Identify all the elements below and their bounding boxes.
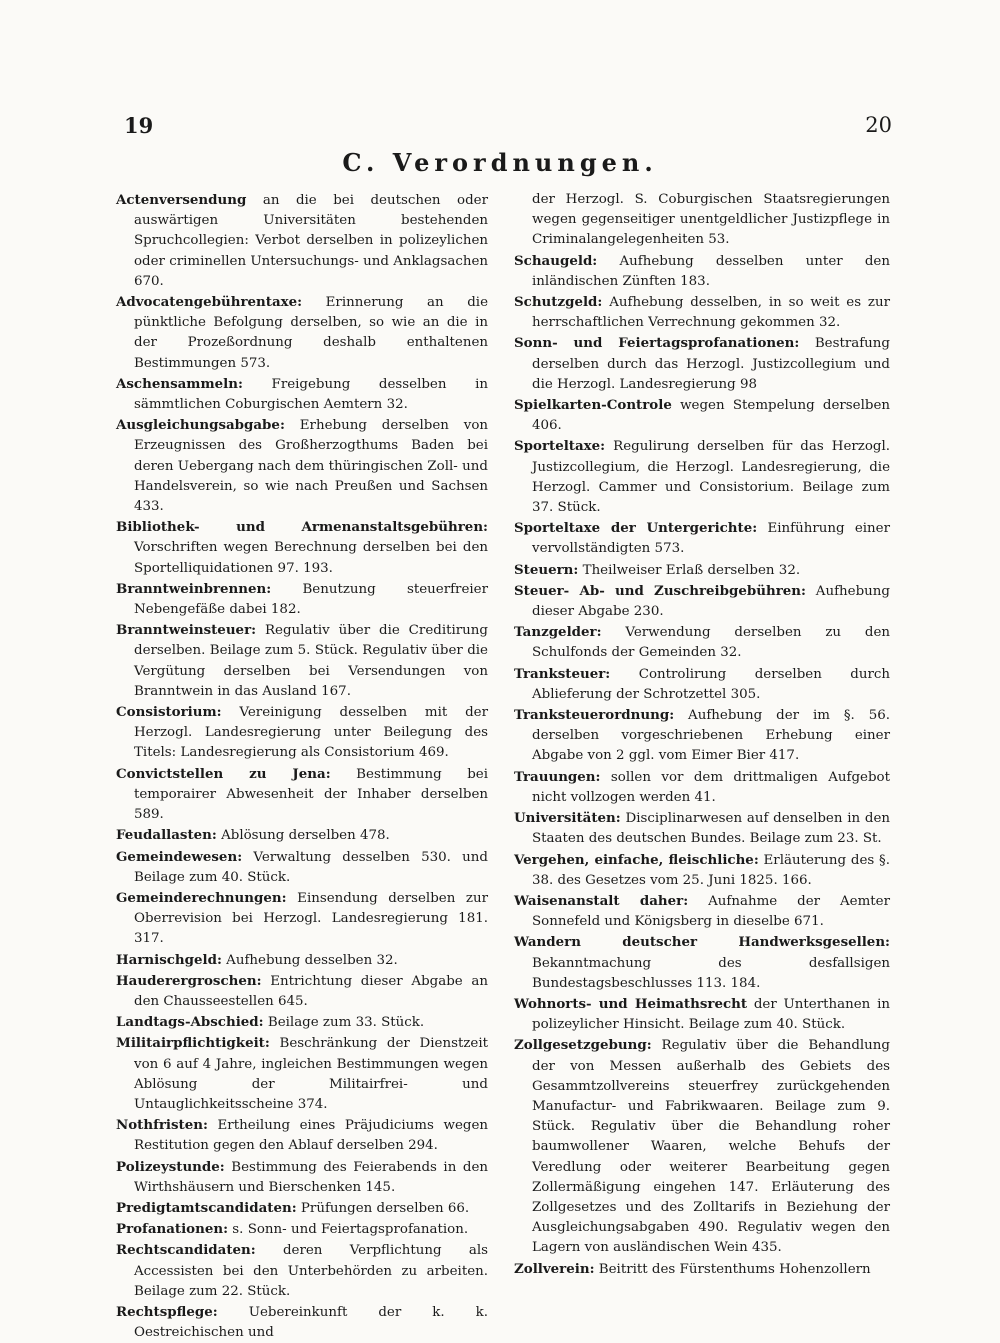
- index-description: Uebereinkunft der k. k. Oestreichischen und: [134, 1304, 488, 1341]
- index-description: der Herzogl. S. Coburgischen Staatsregierungen wegen gegenseitiger unentgeldlicher Justizpflege in Criminalangelegenheiten 53.: [532, 192, 890, 248]
- index-entry: [514, 436, 890, 518]
- index-entry: [116, 1157, 488, 1198]
- section-title: C. Verordnungen.: [342, 148, 658, 177]
- index-entry: [514, 292, 890, 333]
- index-entry: [116, 190, 488, 292]
- index-description: Bestrafung derselben durch das Herzogl. Justizcollegium und die Herzogl. Landesregierung 98: [532, 336, 891, 392]
- index-headword: Bibliothek- und Armenanstaltsgebühren:: [116, 519, 488, 536]
- index-entry: [514, 767, 890, 808]
- index-entry: [116, 1302, 488, 1343]
- page-number-right: 20: [865, 113, 892, 137]
- index-entry: [116, 825, 488, 846]
- index-description: Aufnahme der Aemter Sonnefeld und Königsberg in dieselbe 671.: [532, 893, 890, 930]
- index-headword: Zollgesetzgebung:: [514, 1037, 652, 1054]
- page-number-left: 19: [124, 113, 154, 138]
- index-headword: Sonn- und Feiertagsprofanationen:: [514, 335, 800, 352]
- index-description: Aufhebung der im §. 56. derselben vorgeschriebenen Erhebung einer Abgabe von 2 ggl. vom Eimer Bier 417.: [532, 708, 890, 764]
- index-description: sollen vor dem drittmaligen Aufgebot nicht vollzogen werden 41.: [532, 769, 890, 805]
- index-description: Ablösung derselben 478.: [216, 828, 390, 844]
- index-headword: Polizeystunde:: [116, 1158, 225, 1175]
- index-description: Erinnerung an die pünktliche Befolgung derselben, so wie an die in der Prozeßordnung deshalb enthaltenen Bestimmungen 573.: [134, 295, 488, 371]
- index-entry: [116, 1198, 488, 1219]
- index-entry: [116, 1240, 488, 1302]
- index-description: Bekanntmachung des desfallsigen Bundestagsbeschlusses 113. 184.: [532, 955, 890, 991]
- index-entry: [116, 1033, 488, 1115]
- index-entry: [514, 560, 890, 581]
- index-entry: [514, 1035, 890, 1258]
- index-description: Einsendung derselben zur Oberrevision bei Herzogl. Landesregierung 181. 317.: [134, 890, 488, 947]
- index-description: Bestimmung bei temporairer Abwesenheit der Inhaber derselben 589.: [134, 766, 489, 823]
- index-headword: Vergehen, einfache, fleischliche:: [514, 851, 759, 868]
- index-description: Verwaltung desselben 530. und Beilage zum 40. Stück.: [134, 849, 488, 885]
- index-headword: Schutzgeld:: [514, 294, 603, 311]
- index-headword: Spielkarten-Controle: [514, 397, 672, 414]
- index-headword: Rechtscandidaten:: [116, 1242, 256, 1259]
- index-description: Bestimmung des Feierabends in den Wirthshäusern und Bierschenken 145.: [134, 1159, 488, 1195]
- index-entry: [116, 1219, 488, 1240]
- index-entry: [514, 1259, 890, 1280]
- index-description: an die bei deutschen oder auswärtigen Universitäten bestehenden Spruchcollegien: Verbot derselben in polizeylichen oder criminellen Untersuchungs- und Anklagsachen 670.: [134, 193, 488, 289]
- index-description: Freigebung desselben in sämmtlichen Coburgischen Aemtern 32.: [134, 376, 488, 413]
- index-headword: Landtags-Abschied:: [116, 1014, 264, 1031]
- index-entry: [116, 415, 488, 517]
- index-column-right: [514, 190, 890, 1280]
- index-headword: Steuern:: [514, 561, 579, 578]
- index-headword: Steuer- Ab- und Zuschreibgebühren:: [514, 582, 806, 599]
- index-description: Benutzung steuerfreier Nebengefäße dabei 182.: [134, 581, 488, 618]
- index-description: Beschränkung der Dienstzeit von 6 auf 4 Jahre, ingleichen Bestimmungen wegen Ablösung der Militairfrei- und Untauglichkeitsscheine 374.: [134, 1036, 488, 1112]
- index-headword: Tranksteuerordnung:: [514, 707, 675, 724]
- index-headword: Nothfristen:: [116, 1117, 208, 1134]
- index-headword: Wandern deutscher Handwerksgesellen:: [514, 934, 890, 951]
- index-entry: [514, 705, 890, 767]
- index-headword: Actenversendung: [116, 192, 247, 208]
- index-entry: [116, 764, 488, 826]
- index-description: Prüfungen derselben 66.: [296, 1200, 470, 1216]
- index-headword: Convictstellen zu Jena:: [116, 765, 331, 782]
- index-description: Aufhebung dieser Abgabe 230.: [532, 583, 890, 620]
- index-headword: Hauderergroschen:: [116, 972, 262, 989]
- index-entry: [116, 950, 488, 971]
- index-headword: Consistorium:: [116, 704, 222, 721]
- index-headword: Gemeindewesen:: [116, 848, 243, 865]
- index-headword: Trauungen:: [514, 768, 601, 785]
- index-headword: Sporteltaxe der Untergerichte:: [514, 520, 758, 537]
- index-headword: Ausgleichungsabgabe:: [116, 417, 285, 434]
- index-entry: [116, 620, 488, 702]
- index-entry: [514, 622, 890, 663]
- index-entry: [116, 374, 488, 415]
- index-headword: Schaugeld:: [514, 252, 598, 269]
- index-description: s. Sonn- und Feiertagsprofanation.: [228, 1222, 469, 1238]
- index-description: Beitritt des Fürstenthums Hohenzollern: [594, 1261, 871, 1277]
- index-description: Vorschriften wegen Berechnung derselben bei den Sportelliquidationen 97. 193.: [134, 540, 488, 576]
- index-description: Aufhebung desselben unter den inländischen Zünften 183.: [532, 253, 890, 289]
- index-description: Theilweiser Erlaß derselben 32.: [578, 562, 801, 578]
- index-description: Verwendung derselben zu den Schulfonds der Gemeinden 32.: [532, 625, 890, 661]
- index-entry: [116, 517, 488, 579]
- index-entry: [116, 579, 488, 620]
- index-headword: Predigtamtscandidaten:: [116, 1199, 297, 1216]
- index-description: Erhebung derselben von Erzeugnissen des Großherzogthums Baden bei deren Uebergang nach dem thüringischen Zoll- und Handelsverein, so wie nach Preußen und Sachsen 433.: [134, 418, 488, 515]
- index-entry: [514, 518, 890, 559]
- index-entry: [514, 395, 890, 436]
- index-headword: Feudallasten:: [116, 827, 217, 844]
- index-headword: Aschensammeln:: [116, 375, 243, 392]
- index-entry: [116, 1115, 488, 1156]
- index-entry: [514, 333, 890, 395]
- index-description: Aufhebung desselben, in so weit es zur herrschaftlichen Verrechnung gekommen 32.: [532, 295, 890, 331]
- index-headword: Zollverein:: [514, 1260, 595, 1277]
- index-headword: Universitäten:: [514, 810, 621, 827]
- index-description: Vereinigung desselben mit der Herzogl. Landesregierung unter Beilegung des Titels: Landesregierung als Consistorium 469.: [134, 705, 488, 761]
- index-headword: Harnischgeld:: [116, 951, 222, 968]
- index-column-left: [116, 190, 488, 1343]
- index-entry: [514, 808, 890, 849]
- index-entry: [514, 994, 890, 1035]
- index-description: deren Verpflichtung als Accessisten bei den Unterbehörden zu arbeiten. Beilage zum 22. Stück.: [134, 1243, 488, 1299]
- index-entry: [116, 702, 488, 764]
- index-entry: [116, 888, 488, 950]
- index-headword: Gemeinderechnungen:: [116, 889, 287, 906]
- index-description: wegen Stempelung derselben 406.: [532, 398, 890, 434]
- index-entry: [514, 190, 890, 251]
- index-description: Entrichtung dieser Abgabe an den Chausseestellen 645.: [134, 973, 488, 1009]
- index-entry: [116, 292, 488, 374]
- index-description: Controlirung derselben durch Ablieferung der Schrotzettel 305.: [532, 666, 890, 702]
- index-description: Beilage zum 33. Stück.: [263, 1015, 425, 1031]
- index-entry: [514, 581, 890, 622]
- index-description: Regulativ über die Behandlung der von Messen außerhalb des Gebiets des Gesammtzollvereins steuerfrey zurückgehenden Manufactur- und Fabrikwaaren. Beilage zum 9. Stück. Regulativ über die Behandlung roher baumwollener Waaren, welche Behufs der Veredlung oder weiterer Bearbeitung gegen Zollermäßigung eingehen 147. Erläuterung des Zollgesetzes und des Zolltarifs in Beziehung der Ausgleichungsabgaben 490. Regulativ wegen den Lagern von ausländischen Wein 435.: [532, 1038, 890, 1256]
- index-headword: Advocatengebührentaxe:: [116, 294, 303, 311]
- index-description: Regulativ über die Creditirung derselben. Beilage zum 5. Stück. Regulativ über die Vergütung derselben bei Versendungen von Branntwein in das Ausland 167.: [134, 623, 488, 699]
- index-entry: [514, 251, 890, 292]
- index-description: Regulirung derselben für das Herzogl. Justizcollegium, die Herzogl. Landesregierung, die Herzogl. Cammer und Consistorium. Beilage zum 37. Stück.: [532, 439, 890, 516]
- index-description: der Unterthanen in polizeylicher Hinsicht. Beilage zum 40. Stück.: [532, 996, 890, 1033]
- index-description: Aufhebung desselben 32.: [221, 952, 398, 968]
- index-headword: Wohnorts- und Heimathsrecht: [514, 995, 748, 1012]
- index-description: Erläuterung des §. 38. des Gesetzes vom 25. Juni 1825. 166.: [532, 852, 890, 888]
- index-headword: Branntweinsteuer:: [116, 622, 257, 639]
- index-headword: Profanationen:: [116, 1221, 229, 1238]
- index-description: Ertheilung eines Präjudiciums wegen Restitution gegen den Ablauf derselben 294.: [134, 1118, 488, 1154]
- index-headword: Sporteltaxe:: [514, 438, 606, 455]
- index-description: Disciplinarwesen auf denselben in den Staaten des deutschen Bundes. Beilage zum 23. St.: [532, 811, 890, 847]
- index-headword: Tanzgelder:: [514, 624, 602, 641]
- index-headword: Militairpflichtigkeit:: [116, 1035, 270, 1052]
- index-entry: [116, 847, 488, 888]
- index-entry: [116, 1012, 488, 1033]
- index-entry: [514, 891, 890, 932]
- index-entry: [514, 932, 890, 994]
- index-headword: Rechtspflege:: [116, 1303, 218, 1320]
- index-headword: Branntweinbrennen:: [116, 580, 272, 597]
- index-entry: [116, 971, 488, 1012]
- index-entry: [514, 664, 890, 705]
- index-description: Einführung einer vervollständigten 573.: [532, 521, 891, 557]
- index-headword: Tranksteuer:: [514, 665, 611, 682]
- index-entry: [514, 850, 890, 891]
- index-headword: Waisenanstalt daher:: [514, 892, 689, 909]
